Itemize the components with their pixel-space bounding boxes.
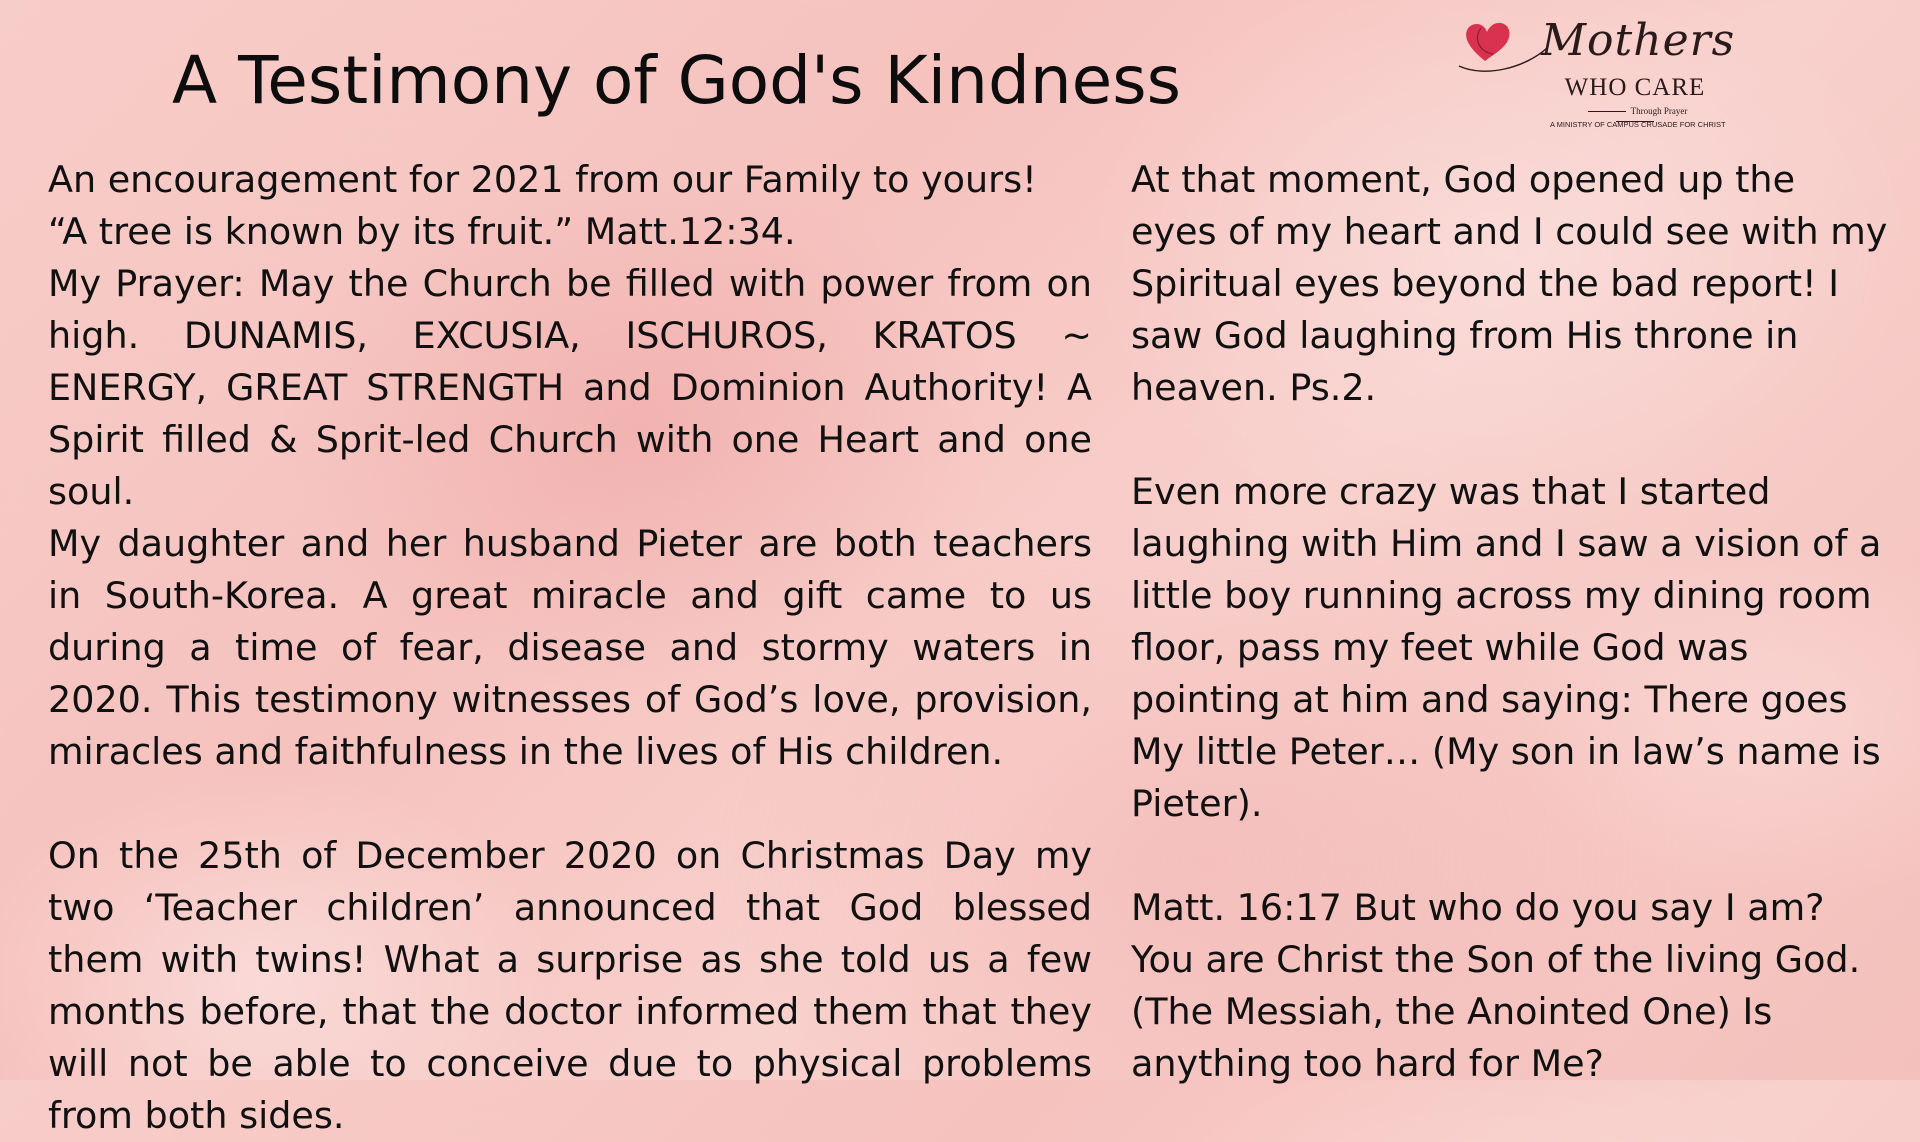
paragraph-spacer [1131,830,1891,882]
logo-ministry-text: A MINISTRY OF CAMPUS CRUSADE FOR CHRIST [1550,120,1726,129]
matthew-paragraph: Matt. 16:17 But who do you say I am? You are Christ the Son of the living God. (The Messiah, the Anointed One) Is anything too hard for Me? [1131,886,1861,1085]
verse-paragraph: “A tree is known by its fruit.” Matt.12:34. [48,210,796,253]
paragraph-spacer [1131,414,1891,466]
intro-paragraph: An encouragement for 2021 from our Family to yours! [48,158,1037,201]
moment-paragraph: At that moment, God opened up the eyes of my heart and I could see with my Spiritual eyes beyond the bad report! I saw God laughing from His throne in heaven. Ps.2. [1131,158,1888,409]
daughter-paragraph: My daughter and her husband Pieter are both teachers in South-Korea. A great miracle and gift came to us during a time of fear, disease and stormy waters in 2020. This testimony witnesses of God’s love, provision, miracles and faithfulness in the lives of His children. [48,522,1092,773]
logo-script-text: Mothers [1541,15,1736,66]
paragraph-spacer [48,778,1092,830]
ministry-logo [1455,8,1740,132]
christmas-paragraph: On the 25th of December 2020 on Christmas Day my two ‘Teacher children’ announced that God blessed them with twins! What a surprise as she told us a few months before, that the doctor informed them that they will not be able to conceive due to physical problems from both sides. [48,834,1092,1137]
logo-tagline: Through Prayer [1560,106,1710,126]
prayer-paragraph: My Prayer: May the Church be filled with power from on high. DUNAMIS, EXCUSIA, ISCHUROS, KRATOS ~ ENERGY, GREAT STRENGTH and Dominion Authority! A Spirit filled & Sprit-led Church with one Heart and one soul. [48,262,1092,513]
logo-subtitle: WHO CARE [1564,74,1706,101]
vision-paragraph: Even more crazy was that I started laughing with Him and I saw a vision of a little boy running across my dining room floor, pass my feet while God was pointing at him and saying: There goes My little Peter… (My son in law’s name is Pieter). [1131,470,1882,825]
right-text-column [1131,154,1891,1090]
left-text-column [48,154,1092,1142]
page-title: A Testimony of God's Kindness [172,42,1182,119]
